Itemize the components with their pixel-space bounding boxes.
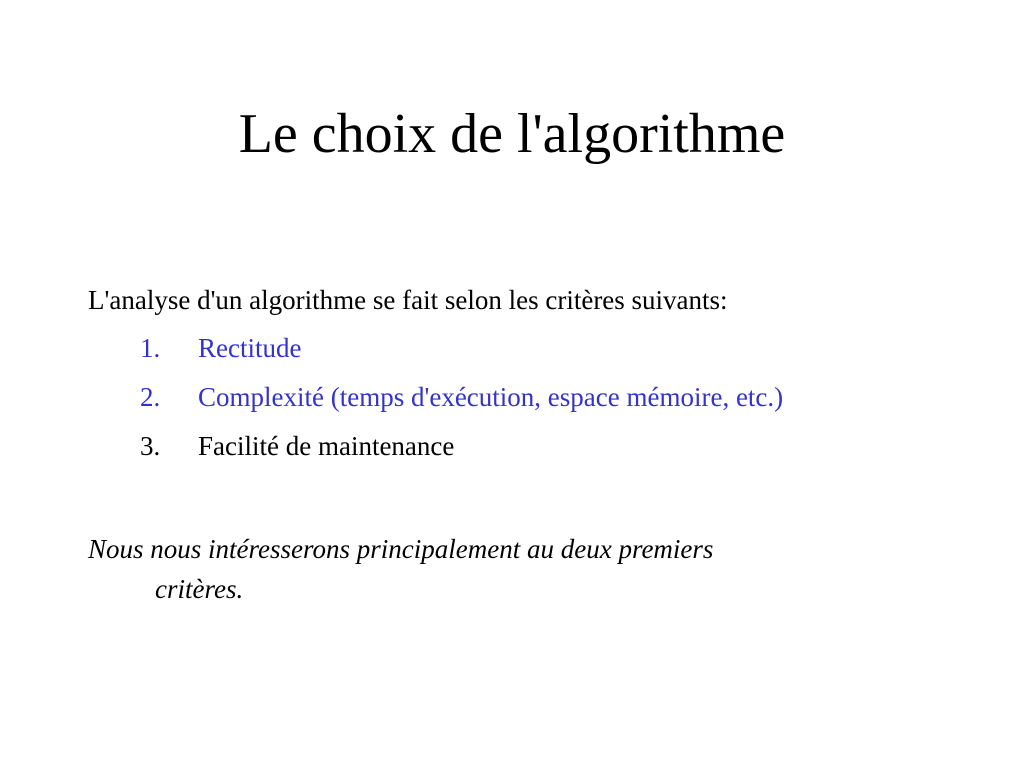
closing-note-line-1: Nous nous intéresserons principalement au deux premiers [88,534,714,564]
list-text-1: Rectitude [198,333,302,363]
list-number-1: 1. [140,333,161,363]
closing-note-line-2: critères. [155,574,244,604]
list-text-3: Facilité de maintenance [198,431,455,461]
closing-note [88,529,948,609]
list-text-2: Complexité (temps d'exécution, espace mémoire, etc.) [198,382,784,412]
intro-text: L'analyse d'un algorithme se fait selon les critères suivants: [88,285,728,315]
list-number-3: 3. [140,431,161,461]
list-number-2: 2. [140,382,161,412]
slide-title: Le choix de l'algorithme [238,103,786,165]
